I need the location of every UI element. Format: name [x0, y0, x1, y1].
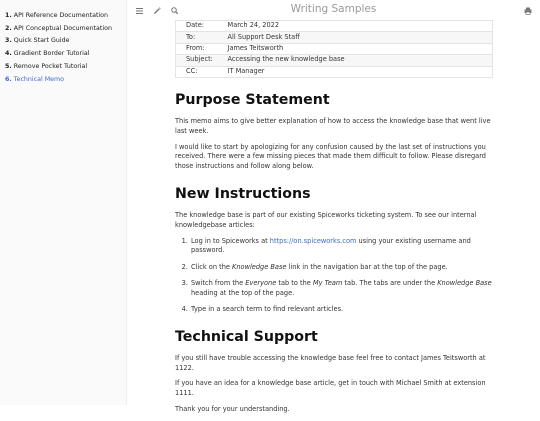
memo-key: From:: [176, 43, 218, 54]
table-row: [176, 21, 493, 32]
memo-value: March 24, 2022: [218, 21, 493, 32]
purpose-paragraph-2: I would like to start by apologizing for any confusion caused by the last set of instructions you received. There were a few missing pieces that made them difficult to follow. Please disregard those instructions and follow along below.: [175, 142, 486, 171]
sidebar-item-number: 6.: [5, 75, 12, 83]
memo-key: To:: [176, 32, 218, 43]
instructions-intro: The knowledge base is part of our existing Spiceworks ticketing system. To see our internal knowledgebase articles:: [175, 210, 477, 229]
table-row: [176, 66, 493, 77]
sidebar-item-label: API Conceptual Documentation: [13, 24, 112, 32]
support-heading: Technical Support: [175, 328, 318, 345]
sidebar-item-label: Gradient Border Tutorial: [13, 50, 90, 58]
step-emphasis: Knowledge Base: [232, 262, 287, 271]
step-emphasis: Knowledge Base: [437, 278, 492, 287]
step-text: Switch from the: [191, 278, 246, 287]
purpose-heading: Purpose Statement: [175, 91, 330, 108]
sidebar-item-remove-pocket[interactable]: [0, 61, 126, 74]
sidebar-item-label: Technical Memo: [13, 75, 65, 83]
sidebar-item-number: 5.: [5, 62, 12, 70]
book-title: Writing Samples: [290, 3, 377, 15]
step-text: tab to the: [276, 278, 313, 287]
memo-key: CC:: [176, 66, 218, 77]
memo-value: All Support Desk Staff: [218, 32, 493, 43]
instructions-list: [175, 237, 493, 315]
toolbar: [127, 0, 540, 22]
list-item: [190, 279, 493, 299]
memo-value: James Teitsworth: [218, 43, 493, 54]
sidebar-item-technical-memo[interactable]: [0, 74, 126, 87]
memo-key: Subject:: [176, 55, 218, 66]
step-text: tab. The tabs are under the: [342, 278, 438, 287]
sidebar-item-number: 3.: [5, 37, 12, 45]
printer-icon[interactable]: [522, 5, 534, 17]
memo-value: Accessing the new knowledge base: [218, 55, 493, 66]
spiceworks-link[interactable]: https://on.spiceworks.com: [269, 236, 357, 245]
memo-key: Date:: [176, 21, 218, 32]
sidebar-item-number: 2.: [5, 24, 12, 32]
list-item: [190, 237, 493, 257]
sidebar-item-label: Quick Start Guide: [13, 37, 70, 45]
step-text: Type in a search term to find relevant articles.: [191, 305, 344, 314]
search-icon[interactable]: [169, 5, 181, 17]
step-text: Log in to Spiceworks at: [191, 236, 270, 245]
pencil-icon[interactable]: [151, 5, 163, 17]
purpose-paragraph-1: This memo aims to give better explanation of how to access the knowledge base that went live last week.: [175, 116, 491, 135]
sidebar: [0, 0, 127, 405]
step-emphasis: Everyone: [245, 278, 277, 287]
sidebar-item-api-conceptual[interactable]: [0, 23, 126, 36]
sidebar-item-quick-start[interactable]: [0, 35, 126, 48]
table-row: [176, 55, 493, 66]
sidebar-item-api-reference[interactable]: [0, 10, 126, 23]
table-row: [176, 43, 493, 54]
hamburger-menu-icon[interactable]: [134, 5, 146, 17]
sidebar-item-gradient-border[interactable]: [0, 48, 126, 61]
step-text: heading at the top of the page.: [191, 288, 295, 297]
memo-value: IT Manager: [218, 66, 493, 77]
step-text: link in the navigation bar at the top of the page.: [286, 262, 448, 271]
step-text: Click on the: [191, 262, 233, 271]
sidebar-item-label: Remove Pocket Tutorial: [13, 62, 88, 70]
step-emphasis: My Team: [312, 278, 343, 287]
list-item: [190, 305, 493, 315]
step-text: using your existing username and password.: [191, 236, 471, 255]
support-paragraph-2: If you have an idea for a knowledge base article, get in touch with Michael Smith at extension 1111.: [175, 379, 486, 398]
support-paragraph-3: Thank you for your understanding.: [175, 405, 290, 413]
memo-header-table: [175, 20, 493, 78]
sidebar-item-number: 4.: [5, 50, 12, 58]
sidebar-item-label: API Reference Documentation: [13, 12, 109, 19]
list-item: [190, 263, 493, 273]
support-paragraph-1: If you still have trouble accessing the knowledge base feel free to contact James Teitsworth at 1122.: [175, 353, 486, 372]
main-content: [175, 20, 493, 421]
sidebar-item-number: 1.: [5, 12, 12, 19]
table-row: [176, 32, 493, 43]
instructions-heading: New Instructions: [175, 185, 311, 202]
